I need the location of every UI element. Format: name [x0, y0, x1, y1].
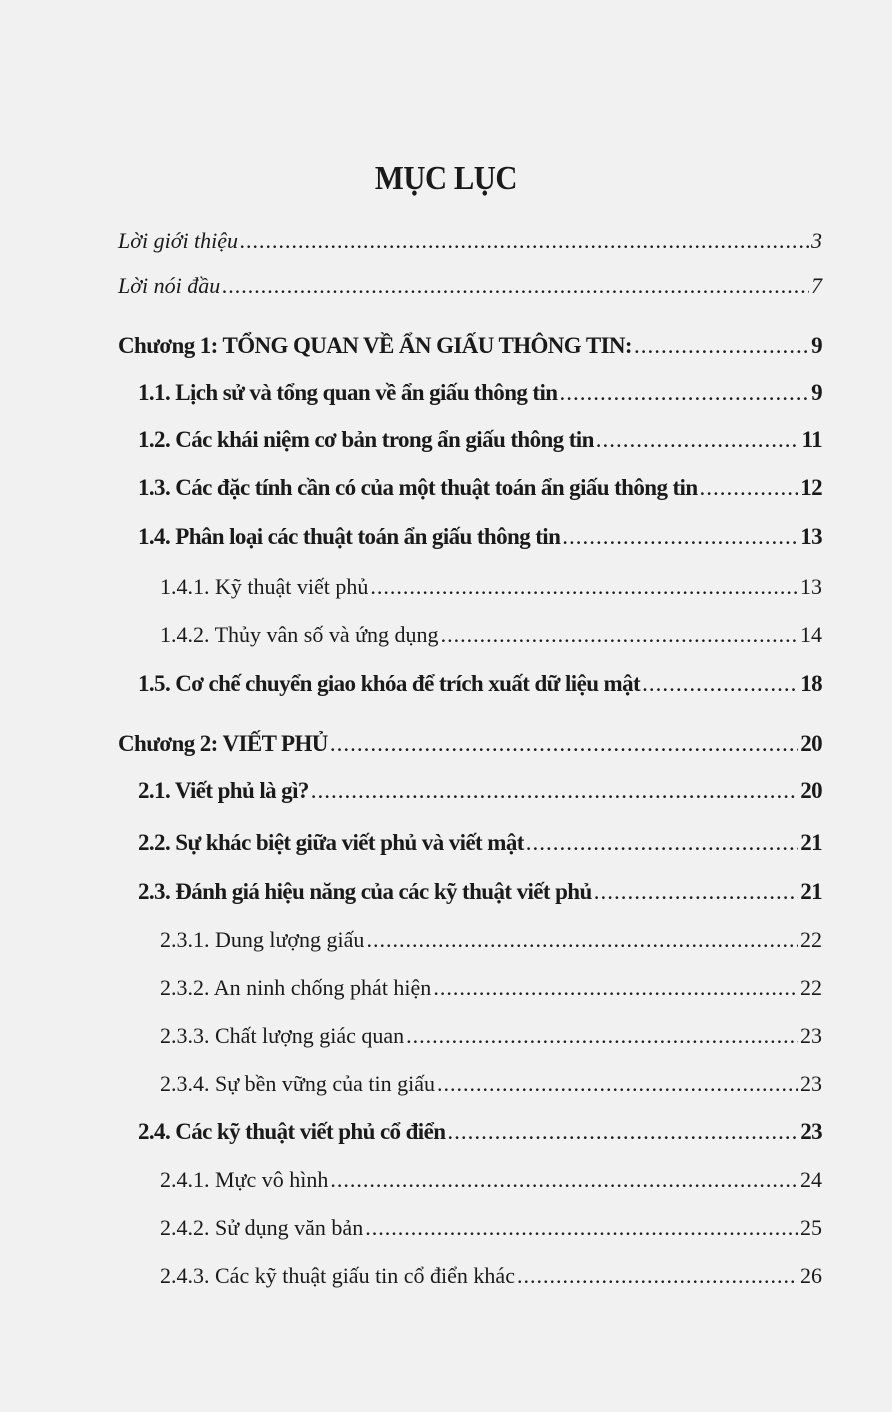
toc-entry	[0, 927, 822, 957]
dot-leader	[330, 731, 798, 757]
toc-entry	[0, 524, 822, 554]
toc-entry-label: Lời giới thiệu	[118, 228, 239, 253]
toc-entry	[0, 671, 822, 701]
toc-page-number: 20	[800, 778, 822, 803]
page-title: MỤC LỤC	[374, 160, 518, 197]
toc-page-number: 7	[811, 273, 822, 298]
toc-page-number: 9	[811, 380, 822, 405]
toc-entry-label: 2.4.2. Sử dụng văn bản	[160, 1215, 364, 1240]
toc-entry-label: 2.3.4. Sự bền vững của tin giấu	[160, 1071, 435, 1096]
toc-page-number: 22	[800, 975, 822, 1000]
toc-entry-label: Chương 1: TỔNG QUAN VỀ ẨN GIẤU THÔNG TIN:	[118, 333, 632, 358]
toc-entry	[0, 228, 822, 258]
toc-entry	[0, 1215, 822, 1245]
toc-entry-label: 2.2. Sự khác biệt giữa viết phủ và viết mật	[138, 830, 524, 855]
dot-leader	[222, 273, 809, 299]
toc-entry	[0, 1023, 822, 1053]
toc-entry	[0, 273, 822, 303]
toc-entry-label: Lời nói đầu	[118, 273, 221, 298]
toc-page-number: 24	[800, 1167, 822, 1192]
toc-entry-label: 2.1. Viết phủ là gì?	[138, 778, 309, 803]
dot-leader	[447, 1119, 798, 1145]
toc-page-number: 18	[800, 671, 822, 696]
toc-entry-label: 1.1. Lịch sử và tổng quan về ẩn giấu thông tin	[138, 380, 558, 405]
toc-entry-label: 2.4.3. Các kỹ thuật giấu tin cổ điển khác	[160, 1263, 515, 1288]
dot-leader	[596, 427, 800, 453]
toc-entry	[0, 1119, 822, 1149]
dot-leader	[366, 927, 798, 953]
toc-entry-label: Chương 2: VIẾT PHỦ	[118, 731, 328, 756]
dot-leader	[240, 228, 809, 254]
dot-leader	[433, 975, 798, 1001]
dot-leader	[437, 1071, 798, 1097]
toc-page-number: 12	[800, 475, 822, 500]
toc-entry	[0, 1071, 822, 1101]
toc-page-number: 23	[800, 1023, 822, 1048]
dot-leader	[330, 1167, 798, 1193]
dot-leader	[517, 1263, 798, 1289]
toc-page-number: 23	[800, 1119, 822, 1144]
toc-page-number: 26	[800, 1263, 822, 1288]
toc-entry-label: 2.3.1. Dung lượng giấu	[160, 927, 365, 952]
dot-leader	[634, 333, 809, 359]
toc-page-number: 11	[801, 427, 822, 452]
toc-entry	[0, 622, 822, 652]
toc-page-number: 21	[800, 879, 822, 904]
toc-page-number: 9	[811, 333, 822, 358]
dot-leader	[642, 671, 798, 697]
toc-page-number: 20	[800, 731, 822, 756]
toc-entry	[0, 380, 822, 410]
toc-page-number: 13	[800, 574, 822, 599]
toc-entry	[0, 879, 822, 909]
toc-page-number: 22	[800, 927, 822, 952]
dot-leader	[311, 778, 798, 804]
dot-leader	[526, 830, 798, 856]
dot-leader	[365, 1215, 798, 1241]
toc-entry	[0, 1263, 822, 1293]
toc-entry	[0, 975, 822, 1005]
toc-entry	[0, 333, 822, 363]
dot-leader	[594, 879, 798, 905]
dot-leader	[559, 380, 809, 406]
toc-entry-label: 1.5. Cơ chế chuyển giao khóa để trích xuất dữ liệu mật	[138, 671, 641, 696]
toc-entry	[0, 1167, 822, 1197]
toc-entry-label: 2.4. Các kỹ thuật viết phủ cổ điển	[138, 1119, 446, 1144]
toc-page-number: 14	[800, 622, 822, 647]
toc-page-number: 3	[811, 228, 822, 253]
toc-entry-label: 2.3. Đánh giá hiệu năng của các kỹ thuật viết phủ	[138, 879, 592, 904]
toc-entry-label: 2.4.1. Mực vô hình	[160, 1167, 329, 1192]
dot-leader	[441, 622, 798, 648]
toc-entry	[0, 731, 822, 761]
toc-entry-label: 1.2. Các khái niệm cơ bản trong ẩn giấu thông tin	[138, 427, 594, 452]
toc-entry-label: 1.4. Phân loại các thuật toán ẩn giấu thông tin	[138, 524, 561, 549]
toc-entry	[0, 778, 822, 808]
dot-leader	[700, 475, 799, 501]
toc-entry-label: 1.3. Các đặc tính cần có của một thuật toán ẩn giấu thông tin	[138, 475, 698, 500]
dot-leader	[406, 1023, 798, 1049]
toc-page-number: 23	[800, 1071, 822, 1096]
toc-entry	[0, 475, 822, 505]
dot-leader	[370, 574, 798, 600]
dot-leader	[562, 524, 798, 550]
toc-entry-label: 1.4.1. Kỹ thuật viết phủ	[160, 574, 369, 599]
toc-entry	[0, 427, 822, 457]
toc-page-number: 13	[800, 524, 822, 549]
toc-entry	[0, 574, 822, 604]
toc-entry-label: 2.3.2. An ninh chống phát hiện	[160, 975, 432, 1000]
toc-entry	[0, 830, 822, 860]
toc-page-number: 25	[800, 1215, 822, 1240]
toc-page-number: 21	[800, 830, 822, 855]
toc-entry-label: 2.3.3. Chất lượng giác quan	[160, 1023, 405, 1048]
toc-entry-label: 1.4.2. Thủy vân số và ứng dụng	[160, 622, 439, 647]
